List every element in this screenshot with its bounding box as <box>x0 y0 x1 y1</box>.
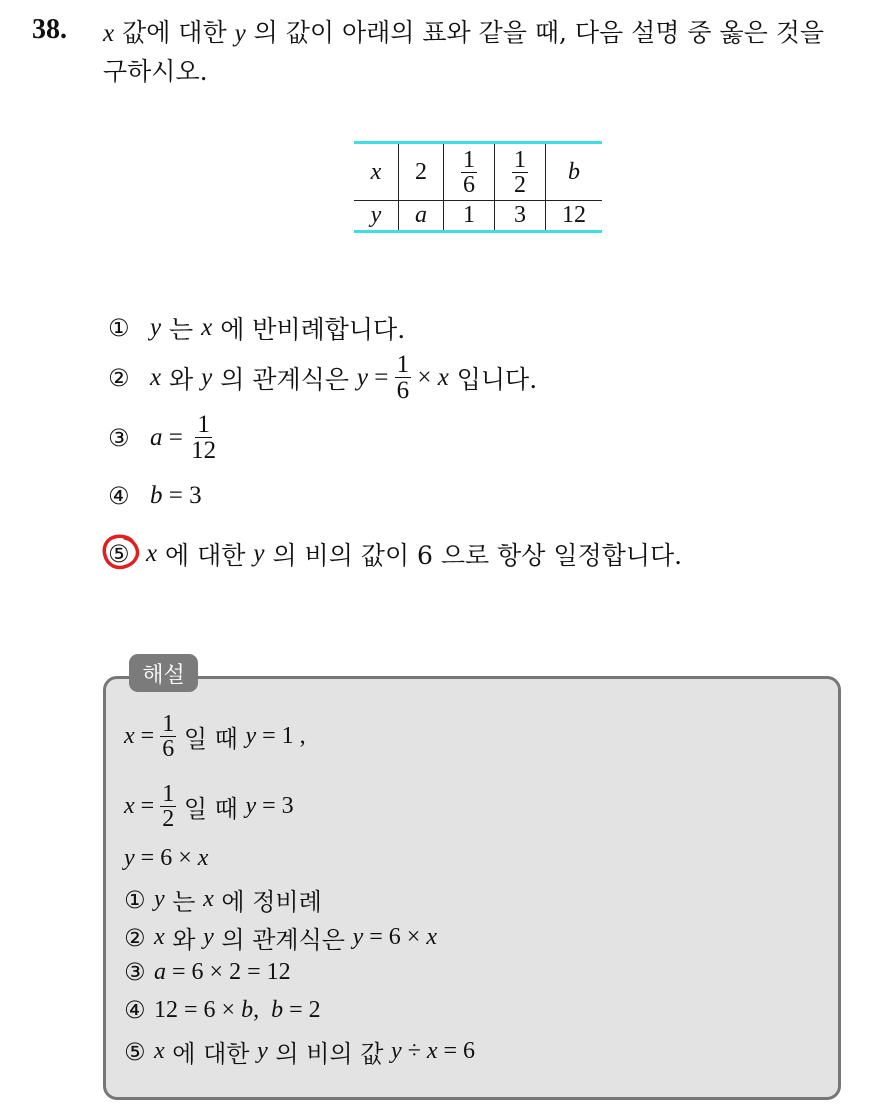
fraction-denominator: 6 <box>396 377 410 404</box>
var-b: b <box>241 996 254 1023</box>
fraction-denominator: 12 <box>191 437 217 464</box>
table-row-y <box>354 201 602 232</box>
option-text: 의 관계식은 <box>212 364 357 394</box>
explanation-line-4 <box>124 882 322 917</box>
explanation-text: ÷ <box>401 1038 427 1064</box>
explanation-line-5 <box>124 920 437 955</box>
option-number: ② <box>108 363 130 392</box>
var-y: y <box>245 793 257 819</box>
question-text-part: 의 값이 아래의 표와 같을 때, 다음 설명 중 옳은 것을 <box>245 18 825 47</box>
var-y: y <box>154 886 165 912</box>
fraction-denominator: 6 <box>463 171 475 198</box>
explanation-line-2 <box>124 782 294 831</box>
explanation-text: = 2 <box>283 996 321 1023</box>
option-number: ⑤ <box>124 1037 146 1066</box>
explanation-line-3 <box>124 845 208 872</box>
var-x: x <box>201 314 213 341</box>
table-cell: 12 <box>546 201 603 232</box>
table-cell: a <box>399 201 444 232</box>
table-cell: x <box>354 143 399 201</box>
explanation-line-7 <box>124 996 321 1024</box>
explanation-text: 는 <box>164 888 204 916</box>
option-text: 는 <box>161 315 202 344</box>
table-cell: b <box>546 143 603 201</box>
option-text: 에 반비례합니다. <box>212 315 406 344</box>
explanation-line-1 <box>124 712 306 761</box>
var-x: x <box>124 723 135 749</box>
explanation-line-8 <box>124 1034 475 1069</box>
var-x: x <box>146 540 158 567</box>
times-sign: × <box>411 363 438 391</box>
explanation-badge: 해설 <box>129 654 198 692</box>
explanation-text: = 6 × <box>134 845 198 871</box>
option-number: ③ <box>108 423 130 452</box>
table-cell <box>495 143 546 201</box>
explanation-text: 에 대한 <box>164 1040 258 1068</box>
explanation-text: 12 = 6 × <box>154 996 242 1023</box>
explanation-text: = 3 <box>256 793 294 819</box>
option-number: ② <box>124 923 146 952</box>
option-text: 에 대한 <box>157 541 254 570</box>
var-y: y <box>124 845 135 871</box>
var-a: a <box>154 958 166 985</box>
var-x: x <box>103 20 115 47</box>
question-number: 38. <box>32 14 67 45</box>
table-row-x <box>354 143 602 201</box>
var-y: y <box>356 363 368 391</box>
var-y: y <box>253 540 265 567</box>
explanation-line-6 <box>124 958 291 986</box>
fraction-numerator: 1 <box>463 146 475 173</box>
fraction-numerator: 1 <box>396 351 410 378</box>
option-number: ③ <box>124 958 146 986</box>
table-cell: 1 <box>444 201 495 232</box>
option-2[interactable] <box>108 352 537 403</box>
equation-rest: = 3 <box>162 482 202 509</box>
explanation-text: = 6 × <box>363 924 427 950</box>
option-text: 의 비의 값이 6 으로 항상 일정합니다. <box>264 541 683 570</box>
fraction <box>160 712 176 761</box>
option-5[interactable] <box>108 536 682 572</box>
var-x: x <box>197 845 209 871</box>
equals-sign: = <box>134 723 161 749</box>
explanation-text: 의 관계식은 <box>213 926 353 954</box>
fraction <box>160 782 176 831</box>
fraction <box>189 412 218 463</box>
option-1[interactable] <box>108 310 405 346</box>
var-y: y <box>234 20 246 47</box>
option-4[interactable] <box>108 482 202 510</box>
var-y: y <box>257 1038 268 1064</box>
var-y: y <box>201 363 213 391</box>
table-cell: 2 <box>399 143 444 201</box>
var-x: x <box>150 363 162 391</box>
option-number: ⑤ <box>108 540 130 568</box>
explanation-text: = 1 , <box>256 723 306 749</box>
var-x: x <box>426 1038 438 1064</box>
equals-sign: = <box>162 423 190 451</box>
var-x: x <box>124 793 135 819</box>
explanation-text: 일 때 <box>176 725 246 753</box>
value-table <box>354 141 602 233</box>
var-y: y <box>391 1038 402 1064</box>
var-x: x <box>426 924 437 950</box>
option-text: 입니다. <box>448 364 538 394</box>
var-b: b <box>150 482 163 509</box>
question-text <box>103 14 873 91</box>
question-text-part: 값에 대한 <box>114 18 235 47</box>
table-cell: y <box>354 201 399 232</box>
table-cell: 3 <box>495 201 546 232</box>
question-text-line2: 구하시오. <box>103 57 208 86</box>
option-number: ④ <box>108 482 130 510</box>
fraction-denominator: 2 <box>162 806 175 832</box>
equals-sign: = <box>134 793 161 819</box>
var-b: b <box>271 996 284 1023</box>
explanation-text: 와 <box>164 926 204 954</box>
explanation-text: = 6 <box>437 1038 476 1064</box>
fraction <box>395 352 412 403</box>
fraction-denominator: 2 <box>514 171 526 198</box>
var-y: y <box>150 314 162 341</box>
explanation-text: 일 때 <box>176 795 246 823</box>
option-number: ④ <box>124 996 146 1024</box>
var-x: x <box>154 924 165 950</box>
answer-circle-mark <box>101 532 141 570</box>
option-3[interactable] <box>108 412 218 463</box>
var-y: y <box>352 924 364 950</box>
var-x: x <box>203 886 214 912</box>
equals-sign: = <box>367 363 395 391</box>
option-number: ① <box>108 314 130 342</box>
explanation-text: 의 비의 값 <box>267 1040 392 1068</box>
option-text: 와 <box>161 364 202 394</box>
fraction <box>461 148 477 197</box>
table-cell <box>444 143 495 201</box>
fraction-numerator: 1 <box>162 711 175 737</box>
var-x: x <box>154 1038 165 1064</box>
explanation-text: 에 정비례 <box>213 888 322 916</box>
option-number: ① <box>124 885 146 914</box>
var-a: a <box>150 423 163 451</box>
var-x: x <box>437 363 449 391</box>
fraction-numerator: 1 <box>162 781 175 807</box>
var-y: y <box>203 924 214 950</box>
var-y: y <box>245 723 257 749</box>
fraction-numerator: 1 <box>514 146 526 173</box>
fraction <box>512 148 528 197</box>
fraction-denominator: 6 <box>162 736 175 762</box>
explanation-text: = 6 × 2 = 12 <box>166 958 291 985</box>
fraction-numerator: 1 <box>197 411 210 438</box>
explanation-text: , <box>253 996 272 1023</box>
